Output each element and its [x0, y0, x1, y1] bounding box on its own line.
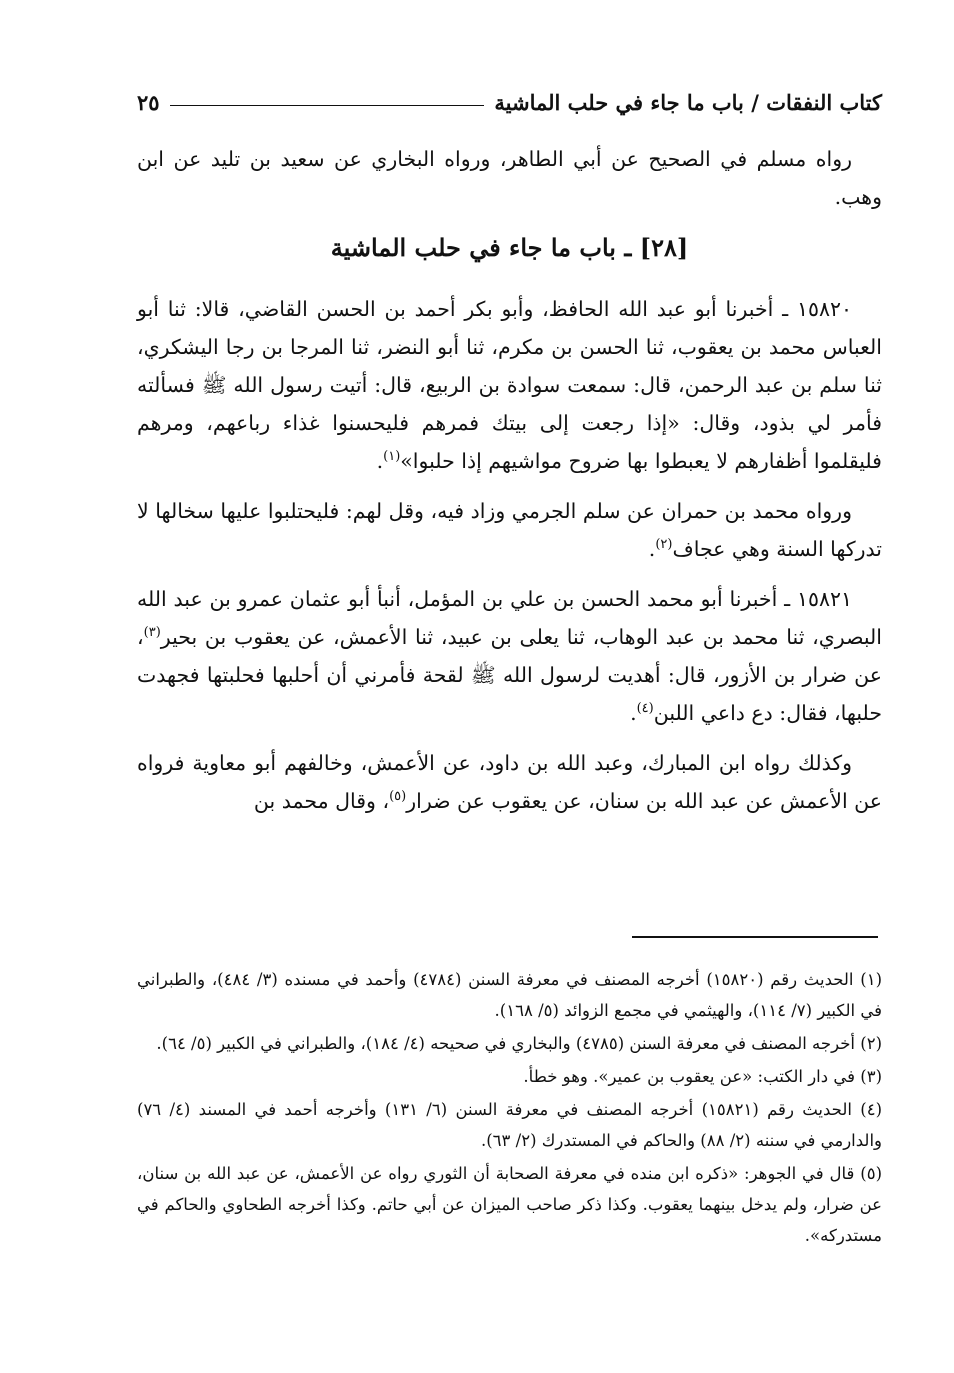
main-text: [137, 140, 882, 832]
footnote-ref-5: (٥): [389, 789, 407, 805]
kadhalik-text-a: وكذلك رواه ابن المبارك، وعبد الله بن داود، عن الأعمش، وخالفهم أبو معاوية فرواه عن الأعمش عن عبد الله بن سنان، عن يعقوب عن ضرار: [137, 751, 882, 813]
jarmi-paragraph: [137, 492, 882, 568]
footnote-1: (١) الحديث رقم (١٥٨٢٠) أخرجه المصنف في معرفة السنن (٤٧٨٤) وأحمد في مسنده (٣/ ٤٨٤)، والطبراني في الكبير (٧/ ١١٤)، والهيثمي في مجمع الزوائد (٥/ ١٦٨).: [137, 970, 882, 1020]
footnote-4: (٤) الحديث رقم (١٥٨٢١) أخرجه المصنف في معرفة السنن (٦/ ١٣١) وأخرجه أحمد في المسند (٤/ ٧٦) والدارمي في سننه (٢/ ٨٨) والحاكم في المستدرك (٢/ ٦٣).: [137, 1100, 882, 1150]
footnote-ref-4: (٤): [636, 701, 654, 717]
hadith-15821-text-b: ، عن ضرار بن الأزور، قال: أهديت لرسول الله ﷺ لقحة فأمرني أن أحلبها فحلبتها فجهدت حلبها، فقال: دع داعي اللبن: [137, 625, 882, 725]
footnote-2: (٢) أخرجه المصنف في معرفة السنن (٤٧٨٥) والبخاري في صحيحه (٤/ ١٨٤)، والطبراني في الكبير (٥/ ٦٤).: [156, 1034, 882, 1053]
hadith-15820-end: .: [376, 449, 384, 473]
kadhalik-paragraph: [137, 744, 882, 820]
page-header: [137, 84, 882, 120]
hadith-15820-text: ١٥٨٢٠ ـ أخبرنا أبو عبد الله الحافظ، وأبو بكر أحمد بن الحسن القاضي، قالا: ثنا أبو العباس محمد بن يعقوب، ثنا الحسن بن مكرم، ثنا أبو النضر، ثنا المرجا بن رجا اليشكري، ثنا سلم بن عبد الرحمن، قال: سمعت سوادة بن الربيع، قال: أتيت رسول الله ﷺ فسألته فأمر لي بذود، وقال: «إذا رجعت إلى بيتك فمرهم فليحسنوا غذاء رباعهم، ومرهم فليقلموا أظفارهم لا يعبطوا بها ضروح مواشيهم إذا حلبوا»: [137, 297, 882, 473]
kadhalik-text-b: ، وقال محمد بن: [253, 789, 390, 813]
continued-paragraph: رواه مسلم في الصحيح عن أبي الطاهر، ورواه البخاري عن سعيد بن تليد عن ابن وهب.: [137, 147, 882, 209]
hadith-15821-end: .: [630, 701, 637, 725]
page-number: ٢٥: [137, 89, 160, 115]
jarmi-text: ورواه محمد بن حمران عن سلم الجرمي وزاد فيه، وقل لهم: فليحتلبوا عليها سخالها لا تدركها السنة وهي عجاف: [137, 499, 882, 561]
footnote-3: (٣) في دار الكتب: «عن يعقوب بن عمير». وهو خطأ.: [523, 1067, 882, 1086]
footnote-ref-2: (٢): [655, 537, 673, 553]
hadith-15820-paragraph: [137, 290, 882, 480]
hadith-15821-text-a: ١٥٨٢١ ـ أخبرنا أبو محمد الحسن بن علي بن المؤمل، أنبأ أبو عثمان عمرو بن عبد الله البصري، ثنا محمد بن عبد الوهاب، ثنا يعلى بن عبيد، ثنا الأعمش، عن يعقوب بن بحير: [137, 587, 882, 649]
footnote-separator: [632, 936, 878, 938]
chapter-heading: [٢٨] ـ باب ما جاء في حلب الماشية: [330, 233, 689, 262]
footnote-ref-3: (٣): [143, 625, 161, 641]
footnotes: [137, 964, 882, 1253]
jarmi-end: .: [648, 537, 656, 561]
footnote-ref-1: (١): [383, 449, 401, 465]
running-title: كتاب النفقات / باب ما جاء في حلب الماشية: [494, 89, 882, 115]
header-rule: [170, 105, 485, 106]
footnote-5: (٥) قال في الجوهر: «ذكره ابن منده في معرفة الصحابة أن الثوري رواه عن الأعمش، عن عبد الله بن سنان، عن ضرار، ولم يدخل بينهما يعقوب. وكذا ذكر صاحب الميزان عن أبي حاتم. وكذا أخرجه الطحاوي والحاكم في مستدركه».: [137, 1164, 882, 1245]
hadith-15821-paragraph: [137, 580, 882, 732]
